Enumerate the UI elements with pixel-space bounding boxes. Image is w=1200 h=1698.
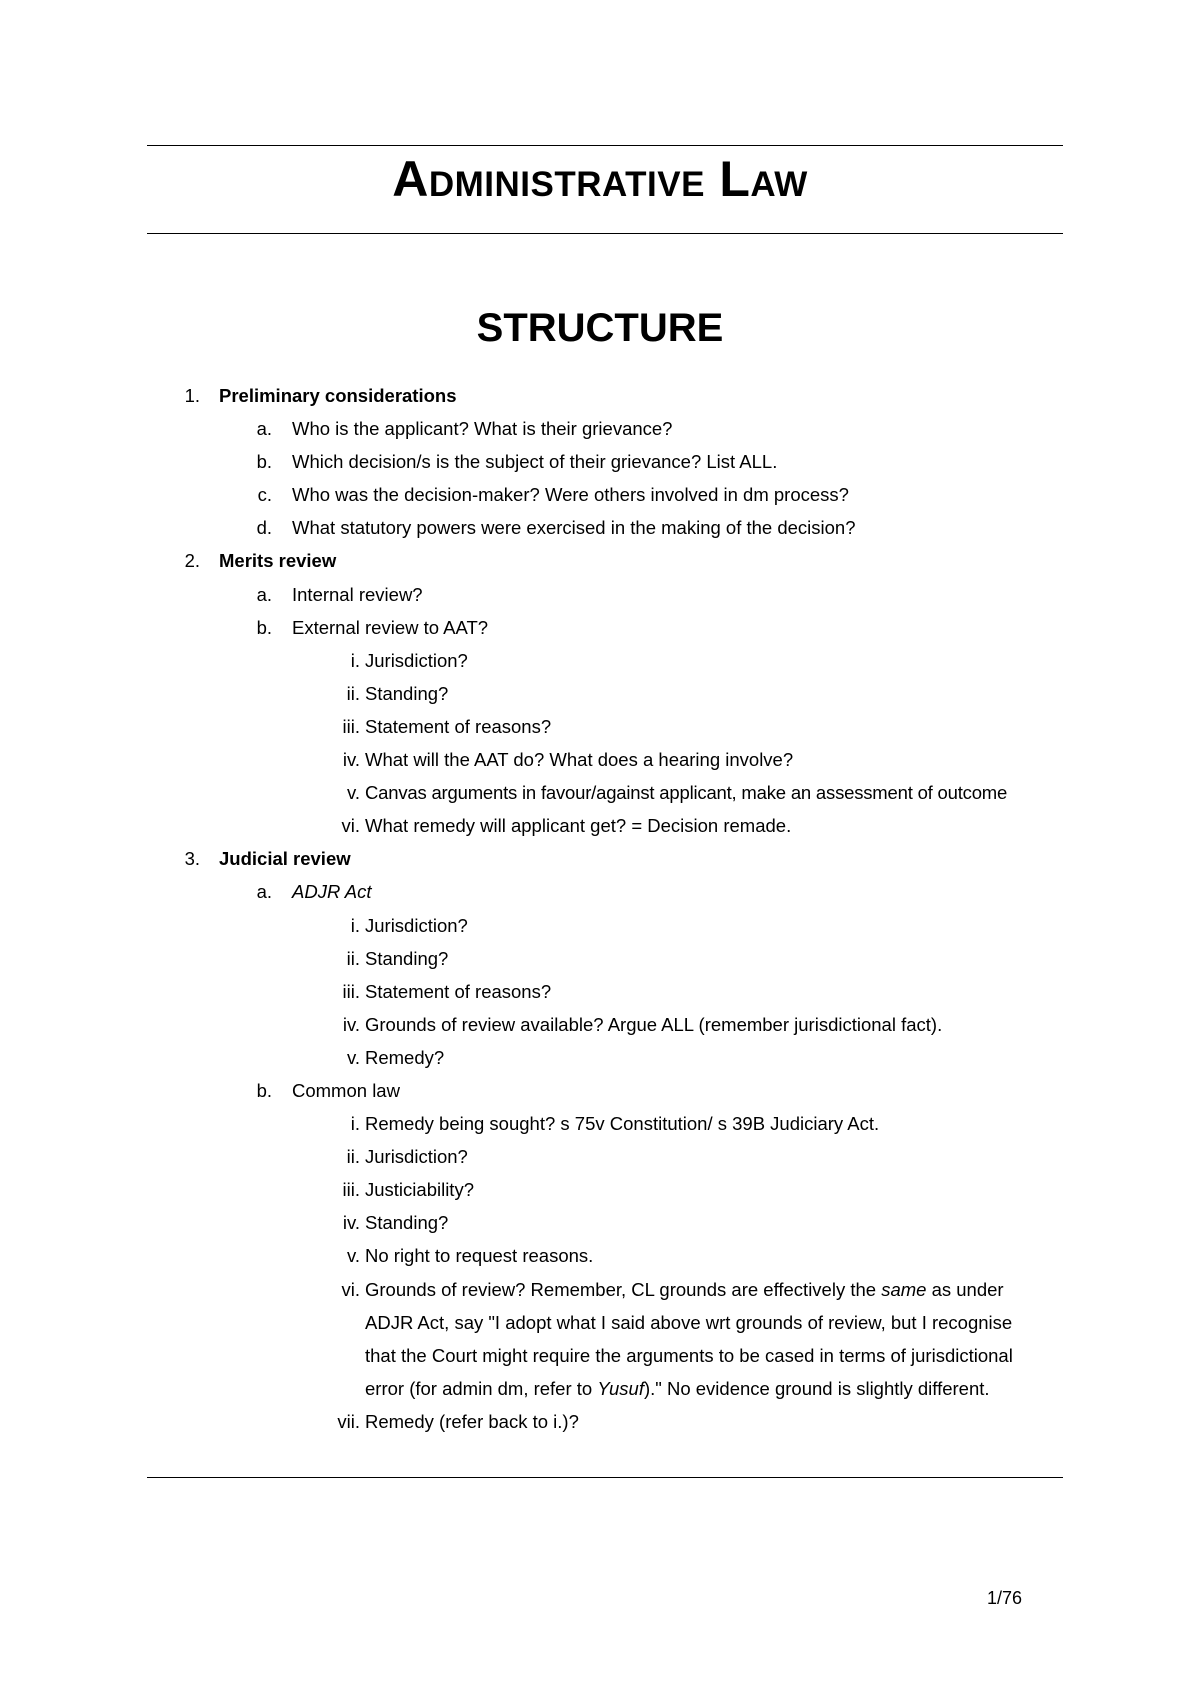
outline-item-2b-ii — [0, 677, 1200, 710]
item-text: Statement of reasons? — [365, 715, 552, 737]
outline-item-3b-vi-cont-2 — [0, 1306, 1200, 1339]
outline-item-3b-ii — [0, 1140, 1200, 1173]
item-text: Canvas arguments in favour/against applicant, make an assessment of outcome — [365, 782, 1008, 804]
item-roman: vi. — [341, 1278, 360, 1300]
item-text-line-4 — [365, 1372, 990, 1405]
emphasis-same: same — [881, 1278, 927, 1300]
item-text-line-3: that the Court might require the arguments to be cased in terms of jurisdictional — [365, 1344, 1013, 1366]
item-text: Which decision/s is the subject of their grievance? List ALL. — [292, 451, 778, 473]
item-letter: a. — [256, 881, 272, 903]
text-run: Grounds of review? Remember, CL grounds are effectively the — [365, 1278, 882, 1300]
item-text: Jurisdiction? — [365, 649, 468, 671]
outline-item-2a — [0, 578, 1200, 611]
outline-item-1 — [0, 379, 1200, 412]
item-text: Statement of reasons? — [365, 980, 552, 1002]
item-text: Grounds of review available? Argue ALL (remember jurisdictional fact). — [365, 1013, 943, 1035]
item-letter: a. — [256, 418, 272, 440]
outline-item-3a-iii — [0, 975, 1200, 1008]
item-text: Jurisdiction? — [365, 914, 468, 936]
item-text: Jurisdiction? — [365, 1146, 468, 1168]
item-roman: iii. — [342, 1179, 360, 1201]
outline-item-3b-iii — [0, 1173, 1200, 1206]
section-heading-structure: STRUCTURE — [476, 306, 724, 350]
item-heading: Preliminary considerations — [219, 385, 457, 406]
outline-item-3a-i — [0, 909, 1200, 942]
outline-item-3b-vi — [0, 1273, 1200, 1306]
item-roman: v. — [346, 1046, 360, 1068]
item-roman: iii. — [342, 715, 360, 737]
item-letter: b. — [256, 616, 272, 638]
outline-item-3b — [0, 1074, 1200, 1107]
text-run: as under — [926, 1278, 1004, 1300]
outline-item-3b-v — [0, 1239, 1200, 1272]
item-text: Who was the decision-maker? Were others involved in dm process? — [292, 484, 849, 506]
case-name-yusuf: Yusuf — [597, 1377, 644, 1399]
outline-item-3b-vi-cont-4 — [0, 1372, 1200, 1405]
item-letter: a. — [256, 583, 272, 605]
item-text: Justiciability? — [365, 1179, 474, 1201]
bottom-rule — [147, 1477, 1063, 1478]
item-text-line-2: ADJR Act, say "I adopt what I said above wrt grounds of review, but I recognise — [365, 1311, 1013, 1333]
outline-item-3b-vii — [0, 1405, 1200, 1438]
outline-item-3 — [0, 842, 1200, 875]
item-roman: iv. — [342, 1013, 360, 1035]
item-letter: b. — [256, 451, 272, 473]
outline-item-2b — [0, 611, 1200, 644]
item-roman: i. — [350, 649, 360, 671]
item-roman: iii. — [342, 980, 360, 1002]
item-roman: i. — [350, 914, 360, 936]
item-roman: iv. — [342, 749, 360, 771]
item-letter: c. — [257, 484, 272, 506]
text-run: error (for admin dm, refer to — [365, 1377, 598, 1399]
outline-item-2b-iv — [0, 743, 1200, 776]
item-number: 1. — [184, 385, 200, 406]
outline-item-1a — [0, 412, 1200, 445]
item-heading: Merits review — [219, 550, 337, 572]
item-number: 2. — [184, 550, 200, 572]
item-text: What will the AAT do? What does a hearing involve? — [365, 749, 794, 771]
outline-item-3a-v — [0, 1041, 1200, 1074]
item-text: Remedy being sought? s 75v Constitution/ s 39B Judiciary Act. — [365, 1113, 880, 1135]
item-roman: iv. — [342, 1212, 360, 1234]
structure-outline — [0, 379, 1200, 1438]
item-text: Who is the applicant? What is their grievance? — [292, 418, 673, 440]
item-text: Internal review? — [292, 583, 423, 605]
item-text: Remedy (refer back to i.)? — [365, 1410, 579, 1432]
outline-item-3a-iv — [0, 1008, 1200, 1041]
item-text: Remedy? — [365, 1046, 445, 1068]
item-roman: v. — [346, 1245, 360, 1267]
outline-item-1d — [0, 511, 1200, 544]
item-roman: vi. — [341, 815, 360, 837]
outline-item-3b-iv — [0, 1206, 1200, 1239]
outline-item-1c — [0, 478, 1200, 511]
item-letter: d. — [256, 517, 272, 539]
item-text: What remedy will applicant get? = Decision remade. — [365, 815, 792, 837]
outline-item-3b-i — [0, 1107, 1200, 1140]
item-text: Standing? — [365, 682, 449, 704]
title-underline-rule — [147, 233, 1063, 234]
item-roman: ii. — [346, 947, 360, 969]
item-text: ADJR Act — [292, 881, 372, 903]
page-number: 1/76 — [986, 1588, 1022, 1608]
outline-item-2b-iii — [0, 710, 1200, 743]
item-roman: v. — [346, 782, 360, 804]
outline-item-3a — [0, 875, 1200, 908]
item-text: External review to AAT? — [292, 616, 489, 638]
outline-item-2b-v — [0, 776, 1200, 809]
item-text: Standing? — [365, 947, 449, 969]
item-text-line-1 — [365, 1273, 1004, 1306]
outline-item-3a-ii — [0, 942, 1200, 975]
item-text: Standing? — [365, 1212, 449, 1234]
outline-item-2 — [0, 544, 1200, 577]
item-number: 3. — [184, 848, 200, 870]
document-title: Administrative Law — [392, 151, 808, 207]
outline-item-3b-vi-cont-3 — [0, 1339, 1200, 1372]
item-letter: b. — [256, 1079, 272, 1101]
item-text: No right to request reasons. — [365, 1245, 594, 1267]
outline-item-2b-i — [0, 644, 1200, 677]
item-roman: ii. — [346, 682, 360, 704]
outline-item-1b — [0, 445, 1200, 478]
item-heading: Judicial review — [219, 848, 351, 870]
item-roman: ii. — [346, 1146, 360, 1168]
top-rule — [147, 145, 1063, 146]
item-text: Common law — [292, 1079, 400, 1101]
item-roman: vii. — [337, 1410, 360, 1432]
outline-item-2b-vi — [0, 809, 1200, 842]
item-roman: i. — [350, 1113, 360, 1135]
item-text: What statutory powers were exercised in the making of the decision? — [292, 517, 856, 539]
text-run: )." No evidence ground is slightly different. — [643, 1377, 990, 1399]
